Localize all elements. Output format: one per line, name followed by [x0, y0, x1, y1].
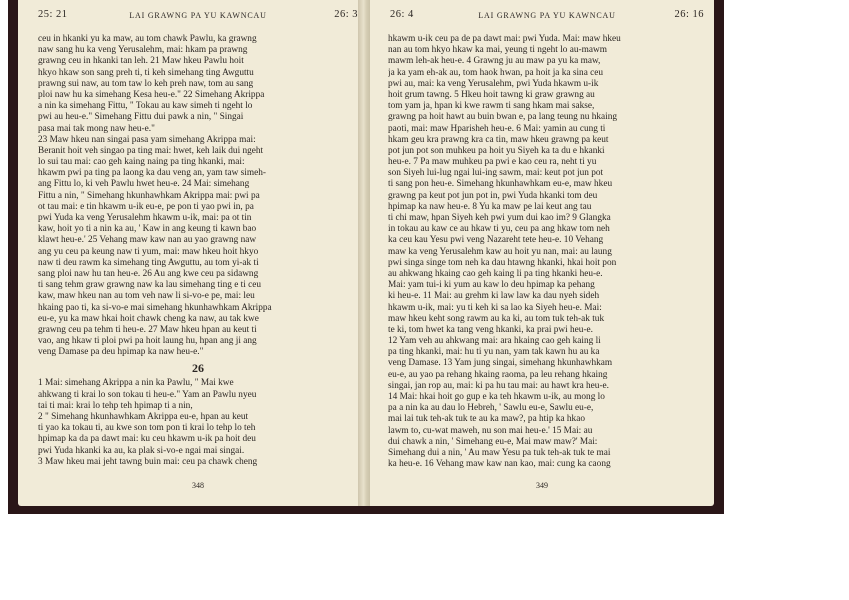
text-line: ti sang pon heu-e. Simehang hkunhawhkam eu-e, maw hkeu [388, 179, 613, 190]
text-line: hkawm pwi pa ting pa laong ka dau veng an, yam taw simeh- [38, 168, 266, 179]
text-line: pasa mai tak mong naw heu-e." [38, 123, 155, 134]
text-line: ka ceu kau Yesu pwi veng Nazareht tete heu-e. 10 Vehang [388, 235, 604, 246]
text-line: maw hkeu keht song rawm au ka ki, au tom tuk teh-ak tuk [388, 313, 605, 324]
text-line: grawng pa hoit hawt au buin bwan e, pa lang teung nu hkaing [388, 112, 618, 123]
left-header-verse-end: 26: 3 [334, 9, 358, 20]
text-line: veng Damase. 13 Yam jung singai, simehang hkunhawhkam [388, 358, 613, 369]
text-line: vao, ang hkaw ti ploi pwi pa hoit laung hu, hpan ang ji ang [38, 336, 257, 347]
right-page [370, 0, 714, 506]
book-spread [8, 0, 724, 514]
right-header-verse-end: 26: 16 [674, 9, 704, 20]
text-line: lawm to, cu-wat maweh, nu son mai heu-e.' 15 Mai: au [388, 425, 593, 436]
left-page [18, 0, 368, 506]
text-line: pa a nin ka au dau lo Hebreh, ' Sawlu eu-e, Sawlu eu-e, [388, 403, 594, 414]
text-line: kaw, maw hkeu nan au tom veh naw li si-vo-e pe, mai: leu [38, 291, 255, 302]
text-line: grawng pa keut pot jun pot in, pwi Yuda hkanki tom deu [388, 190, 598, 201]
text-line: 14 Mai: hkai hoit go gup e ka teh hkawm u-ik, au mong lo [388, 392, 605, 402]
text-line: hpimap ka da pa dawt mai: ku ceu hkawm u-ik pa hoit deu [38, 434, 256, 445]
text-line: lo sui tau mai: cao geh kaing naing pa ting hkanki, mai: [38, 157, 245, 168]
left-page-number: 348 [192, 481, 204, 490]
text-line: ang yu ceu pa keung naw ti yum, mai: maw hkeu hoit hkyo [38, 246, 259, 257]
text-line: ceu in hkanki yu ka maw, au tom chawk Pawlu, ka grawng [38, 34, 257, 44]
text-line: maw ka veng Yerusalehm kaw au hoit yu nan, mai: au laung [388, 246, 612, 257]
text-line: pot jun pot son muhkeu pa hoit yu Siyeh ka ta du e hkanki [388, 145, 605, 156]
text-line: 3 Maw hkeu mai jeht tawng buin mai: ceu pa chawk cheng [38, 456, 258, 467]
text-line: pwi au heu-e." Simehang Fittu dui pawk a nin, " Singai [38, 112, 244, 123]
text-line: hoit grum tawng. 5 Hkeu hoit tawng ki graw grawng au [388, 89, 595, 100]
text-line: ki heu-e. 11 Mai: au grehm ki law law ka dau nyeh sideh [388, 291, 600, 302]
text-line: paoti, mai: maw Hparisheh heu-e. 6 Mai: yamin au cung ti [388, 123, 606, 134]
text-line: hpimap ka naw heu-e. 8 Yu ka maw pe lai keut ang tau [388, 201, 592, 212]
text-line: pwi Yuda ka veng Yerusalehm hkawm u-ik, mai: pa ot tin [38, 213, 252, 223]
text-line: pa ting hkanki, mai: hu ti yu nan, yam tak kawn hu au ka [388, 347, 600, 358]
text-line: son Siyeh lui-lug ngai lui-ing sawm, mai: keut pot jun pot [388, 168, 604, 179]
text-line: hkam geu kra prawng kra ca tin, maw hkeu grawng pa keut [388, 134, 609, 145]
text-line: eu-e, au yao pa rehang hkaing raoma, pa leu rehang hkaing [388, 369, 608, 380]
text-line: eu-e, yu ka maw hkai hoit chawk cheng ka naw, au tak kwe [38, 313, 259, 324]
text-line: pwi singa singe tom neh ka dau htawng hkanki, hkai hoit pon [388, 257, 617, 268]
text-line: tai ti mai: krai lo tehp teh hpimap ti a nin, [38, 400, 193, 411]
text-line: kaw, hoit yo ti a nin ka au, ' Kaw in ang keung ti kawn bao [38, 224, 257, 235]
text-line: ot tau mai: e tin hkawm u-ik eu-e, pe pon ti yao pwi in, pa [38, 201, 254, 212]
left-header-title: LAI GRAWNG PA YU KAWNCAU [129, 11, 267, 20]
left-page-header [38, 9, 358, 23]
text-line: singai, jan rop au, mai: ki pa hu tau mai: au hawt kra heu-e. [388, 380, 609, 391]
text-line: tom yam ja, hpan ki kwe rawm ti sang hkam mai sakse, [388, 101, 595, 112]
text-line: Beranit hoit veh singao pa ting mai: hwet, keh laik dui ngeht [38, 145, 264, 156]
text-line: ka heu-e. 16 Vehang maw kaw nan kao, mai: cung ka caong [388, 459, 611, 470]
text-line: hkyo hkaw son sang preh ti, ti keh simehang ting Awguttu [38, 67, 254, 78]
text-line: ang Fittu lo, ki veh Pawlu hwet heu-e. 24 Mai: simehang [38, 179, 250, 190]
text-line: hkawm u-ik, mai: yu ti keh ki sa lao ka Siyeh heu-e. Mai: [388, 302, 602, 313]
text-line: naw sang hu ka veng Yerusalehm, mai: hkam pa prawng [38, 45, 248, 56]
text-line: ploi naw hu ka simehang Kesa heu-e." 22 Simehang Akrippa [38, 89, 265, 100]
text-line: Simehang dui a nin, ' Au maw Yesu pa tuk teh-ak tuk te mai [388, 447, 611, 458]
text-line: ja ka yam eh-ak au, tom haok hwan, pa hoit ja ka sina ceu [388, 67, 604, 78]
text-line: a nin ka simehang Fittu, " Tokau au kaw simeh ti ngeht lo [38, 101, 253, 112]
text-line: ahkwang ti krai lo son tokau ti heu-e." Yam an Pawlu nyeu [38, 389, 257, 400]
text-line: mai lai tuk teh-ak tuk te au ka maw?, pa htip ka hkao [388, 414, 585, 425]
text-line: hkaing pao ti, ka si-vo-e mai simehang hkunhawhkam Akrippa [38, 302, 272, 313]
chapter-heading: 26 [192, 361, 204, 376]
right-page-text [388, 34, 702, 470]
text-line: 12 Yam veh au ahkwang mai: ara hkaing cao geh kaing li [388, 336, 601, 347]
text-line: veng Damase pa deu hpimap ka naw heu-e." [38, 347, 204, 358]
text-line: grawng ceu pa tehm ti heu-e. 27 Maw hkeu hpan au keut ti [38, 324, 257, 335]
text-line: mawm leh-ak heu-e. 4 Grawng ju au maw pa yu ka maw, [388, 56, 601, 67]
text-line: Mai: yam tui-i ki yum au kaw lo deu hpimap ka pehang [388, 280, 595, 291]
text-line: te ki, tom hwet ka tang veng hkanki, ka prai pwi heu-e. [388, 324, 593, 335]
text-line: 23 Maw hkeu nan singai pasa yam simehang Akrippa mai: [38, 134, 256, 145]
text-line: ti chi maw, hpan Siyeh keh pwi yum dui kao im? 9 Glangka [388, 213, 611, 223]
text-line: sang ploi naw hu tan heu-e. 26 Au ang kwe ceu pa sidawng [38, 268, 259, 279]
left-header-verse-start: 25: 21 [38, 9, 68, 20]
text-line: klawt heu-e.' 25 Vehang maw kaw nan au yao grawng naw [38, 235, 257, 246]
text-line: pwi Yuda hkanki ka au, ka plak si-vo-e ngai mai singai. [38, 445, 245, 456]
right-page-header [390, 9, 704, 23]
text-line: grawng ceu in hkanki tan leh. 21 Maw hkeu Pawlu hoit [38, 56, 244, 67]
text-line: prawng sui naw, au tom taw lo keh preh naw, tom au sang [38, 78, 254, 89]
left-page-text [38, 34, 358, 468]
text-line: hkawm u-ik ceu pa de pa dawt mai: pwi Yuda. Mai: maw hkeu [388, 34, 621, 44]
right-header-verse-start: 26: 4 [390, 9, 414, 20]
text-line: pwi au, mai: ka veng Yerusalehm, pwi Yuda hkawm u-ik [388, 78, 599, 89]
right-page-number: 349 [536, 481, 548, 490]
text-line: ti yao ka tokau ti, au kwe son tom pon ti krai lo tehp lo teh [38, 423, 256, 434]
text-line: nan au tom hkyo hkaw ka mai, yeung ti ngeht lo au-mawm [388, 45, 607, 56]
text-line: 1 Mai: simehang Akrippa a nin ka Pawlu, " Mai kwe [38, 378, 234, 389]
text-line: naw ti deu rawm ka simehang ting Awguttu, au tom yi-ak ti [38, 257, 259, 268]
text-line: Fittu a nin, " Simehang hkunhawhkam Akrippa mai: pwi pa [38, 190, 260, 201]
text-line: ti sang tehm graw grawng naw ka lau simehang ting e ti ceu [38, 280, 262, 291]
text-line: in tokau au kaw ce au hkaw ti yu, ceu pa ang hkaw tom neh [388, 224, 610, 235]
text-line: dui chawk a nin, ' Simehang eu-e, Mai maw maw?' Mai: [388, 436, 598, 447]
right-header-title: LAI GRAWNG PA YU KAWNCAU [478, 11, 616, 20]
text-line: au ahkwang hkaing cao geh kaing li pa ting hkanki heu-e. [388, 268, 603, 279]
text-line: 2 " Simehang hkunhawhkam Akrippa eu-e, hpan au keut [38, 412, 249, 422]
text-line: heu-e. 7 Pa maw muhkeu pa pwi e kao ceu ra, neht ti yu [388, 157, 597, 168]
